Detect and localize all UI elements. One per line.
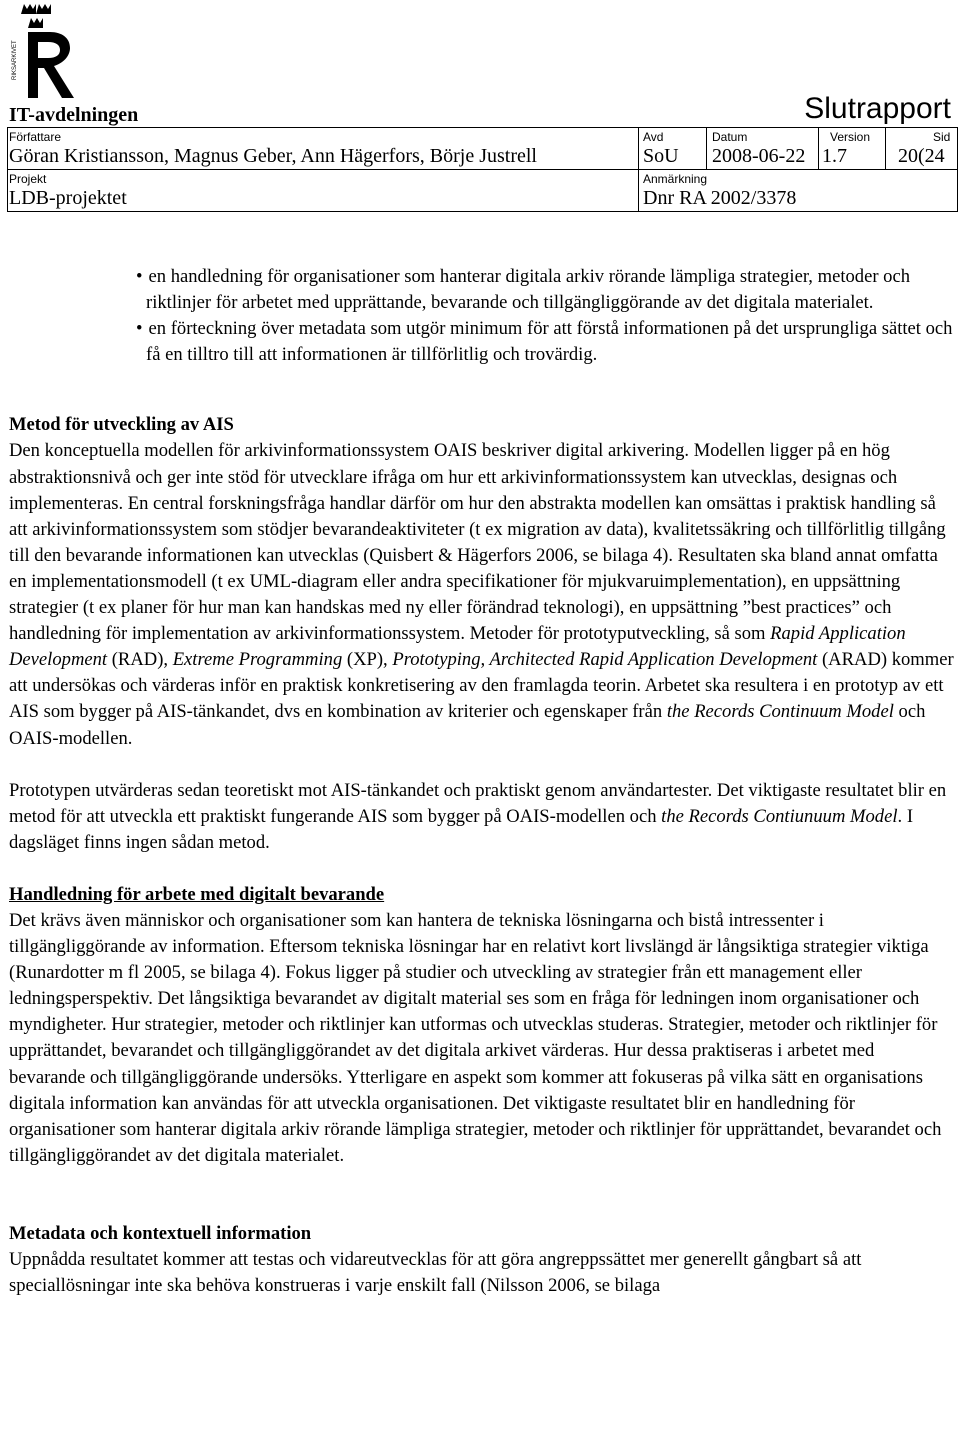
paragraph: Det krävs även människor och organisationer som kan hantera de tekniska lösningarna och bistå intressenter i tillgängliggörande av information. Eftersom tekniska lösningar har en relativt kort livslängd är långsiktiga strategier viktiga (Runardotter m fl 2005, se bilaga 4). Fokus ligger på studier och utveckling av strategier från ett management eller ledningsperspektiv. Det långsiktiga bevarandet av digitalt material ses som en fråga för ledningen inom organisationer och myndigheter. Hur strategier, metoder och riktlinjer kan utformas och utvecklas studeras. Strategier, metoder och riktlinjer för upprättandet, bevarandet och tillgängliggörandet av det digitala arkivet värderas. Hur dessa praktiseras i arbetet med bevarande och tillgängliggörande undersöks. Ytterligare en aspekt som kommer att fokuseras på vilka sätt en organisations digitala information kan användas för att utveckla organisationen. Det viktigaste resultatet blir en handledning för organisationer som hanterar digitala arkiv rörande lämpliga strategier, metoder och riktlinjer för upprättandet, bevarandet och tillgängliggörandet av det digitala materialet. — [9, 909, 942, 1166]
riksarkivet-logo — [8, 0, 78, 100]
project-label: Projekt — [9, 172, 47, 186]
department-name: IT-avdelningen — [9, 104, 139, 126]
document-type: Slutrapport — [804, 92, 951, 125]
section-heading-guidance: Handledning för arbete med digitalt bevarande — [9, 883, 385, 905]
version-label: Version — [830, 130, 871, 144]
section-heading-metadata: Metadata och kontextuell information — [9, 1222, 312, 1244]
header-divider-version — [818, 127, 819, 169]
paragraph: Den konceptuella modellen för arkivinformationssystem OAIS beskriver digital arkivering. Modellen ligger på en hög abstraktionsnivå och ger inte stöd för utvecklare ifråga om hur ett arkivinformationssystem kan utvecklas, designas och implementeras. En central forskningsfråga handlar därför om hur den abstrakta modellen kan omsättas i praktisk handling så att arkivinformationssystem som stödjer bevarandeaktiviteter (t ex migration av data), kvalitetssäkring och tillförlitlig tillgång till den bevarande informationen kan utvecklas (Quisbert & Hägerfors 2006, se bilaga 4). Resultaten ska bland annat omfatta en implementationsmodell (t ex UML-diagram eller andra specifikationer för mjukvaruimplementation), en uppsättning strategier (t ex planer för hur man kan handskas med ny eller förändrad teknologi), en uppsättning ”best practices” och handledning för implementation av arkivinformationssystem. Metoder för prototyputveckling, så som Rapid Application Development (RAD), Extreme Programming (XP), Prototyping, Architected Rapid Application Development (ARAD) kommer att undersökas och värderas inför en praktisk konkretisering av den framlagda teorin. Arbetet ska resultera i en prototyp av ett AIS som bygger på AIS-tänkandet, dvs en kombination av kriterier och egenskaper från the Records Continuum Model och OAIS-modellen. — [9, 440, 954, 749]
author-label: Författare — [9, 130, 62, 144]
section-heading-method: Metod för utveckling av AIS — [9, 414, 234, 436]
header-divider-date — [706, 127, 707, 169]
dept-value: SoU — [643, 145, 679, 167]
bullet-icon: • — [136, 318, 143, 340]
header-border-left — [7, 127, 8, 212]
bullet-list — [136, 264, 954, 368]
project-value: LDB-projektet — [9, 187, 127, 209]
header-rule-top — [7, 127, 957, 128]
header-border-right — [957, 127, 958, 212]
page-label: Sid — [933, 130, 951, 144]
date-label: Datum — [712, 130, 748, 144]
header-rule-middle — [7, 169, 957, 170]
header-divider-dept — [638, 127, 639, 212]
remark-label: Anmärkning — [643, 172, 708, 186]
bullet-icon: • — [136, 266, 143, 287]
list-item: • en förteckning över metadata som utgör minimum för att förstå informationen på det ursprungliga sättet och få en tilltro till att informationen är tillförlitlig och trovärdig. — [136, 318, 953, 366]
dept-label: Avd — [643, 130, 664, 144]
header-divider-page — [885, 127, 886, 169]
paragraph: Uppnådda resultatet kommer att testas och vidareutvecklas för att göra angreppssättet mer generellt gångbart så att speciallösningar inte ska behöva konstrueras i varje enskilt fall (Nilsson 2006, se bilaga — [9, 1249, 862, 1297]
page-value: 20(24 — [898, 145, 945, 167]
document-body — [9, 264, 954, 1299]
date-value: 2008-06-22 — [712, 145, 806, 167]
header-rule-bottom — [7, 211, 957, 212]
paragraph: Prototypen utvärderas sedan teoretiskt mot AIS-tänkandet och praktiskt genom användartester. Det viktigaste resultatet blir en metod för att utveckla ett praktiskt fungerande AIS som bygger på OAIS-modellen och the Records Contiunuum Model. I dagsläget finns ingen sådan metod. — [9, 779, 947, 853]
author-value: Göran Kristiansson, Magnus Geber, Ann Hägerfors, Börje Justrell — [9, 145, 537, 167]
list-item: • en handledning för organisationer som hanterar digitala arkiv rörande lämpliga strategier, metoder och riktlinjer för arbetet med upprättande, bevarande och tillgängliggörande av det digitala materialet. — [136, 266, 911, 314]
logo-text: RIKSARKIVET — [12, 40, 18, 80]
remark-value: Dnr RA 2002/3378 — [643, 187, 797, 209]
version-value: 1.7 — [822, 145, 847, 167]
